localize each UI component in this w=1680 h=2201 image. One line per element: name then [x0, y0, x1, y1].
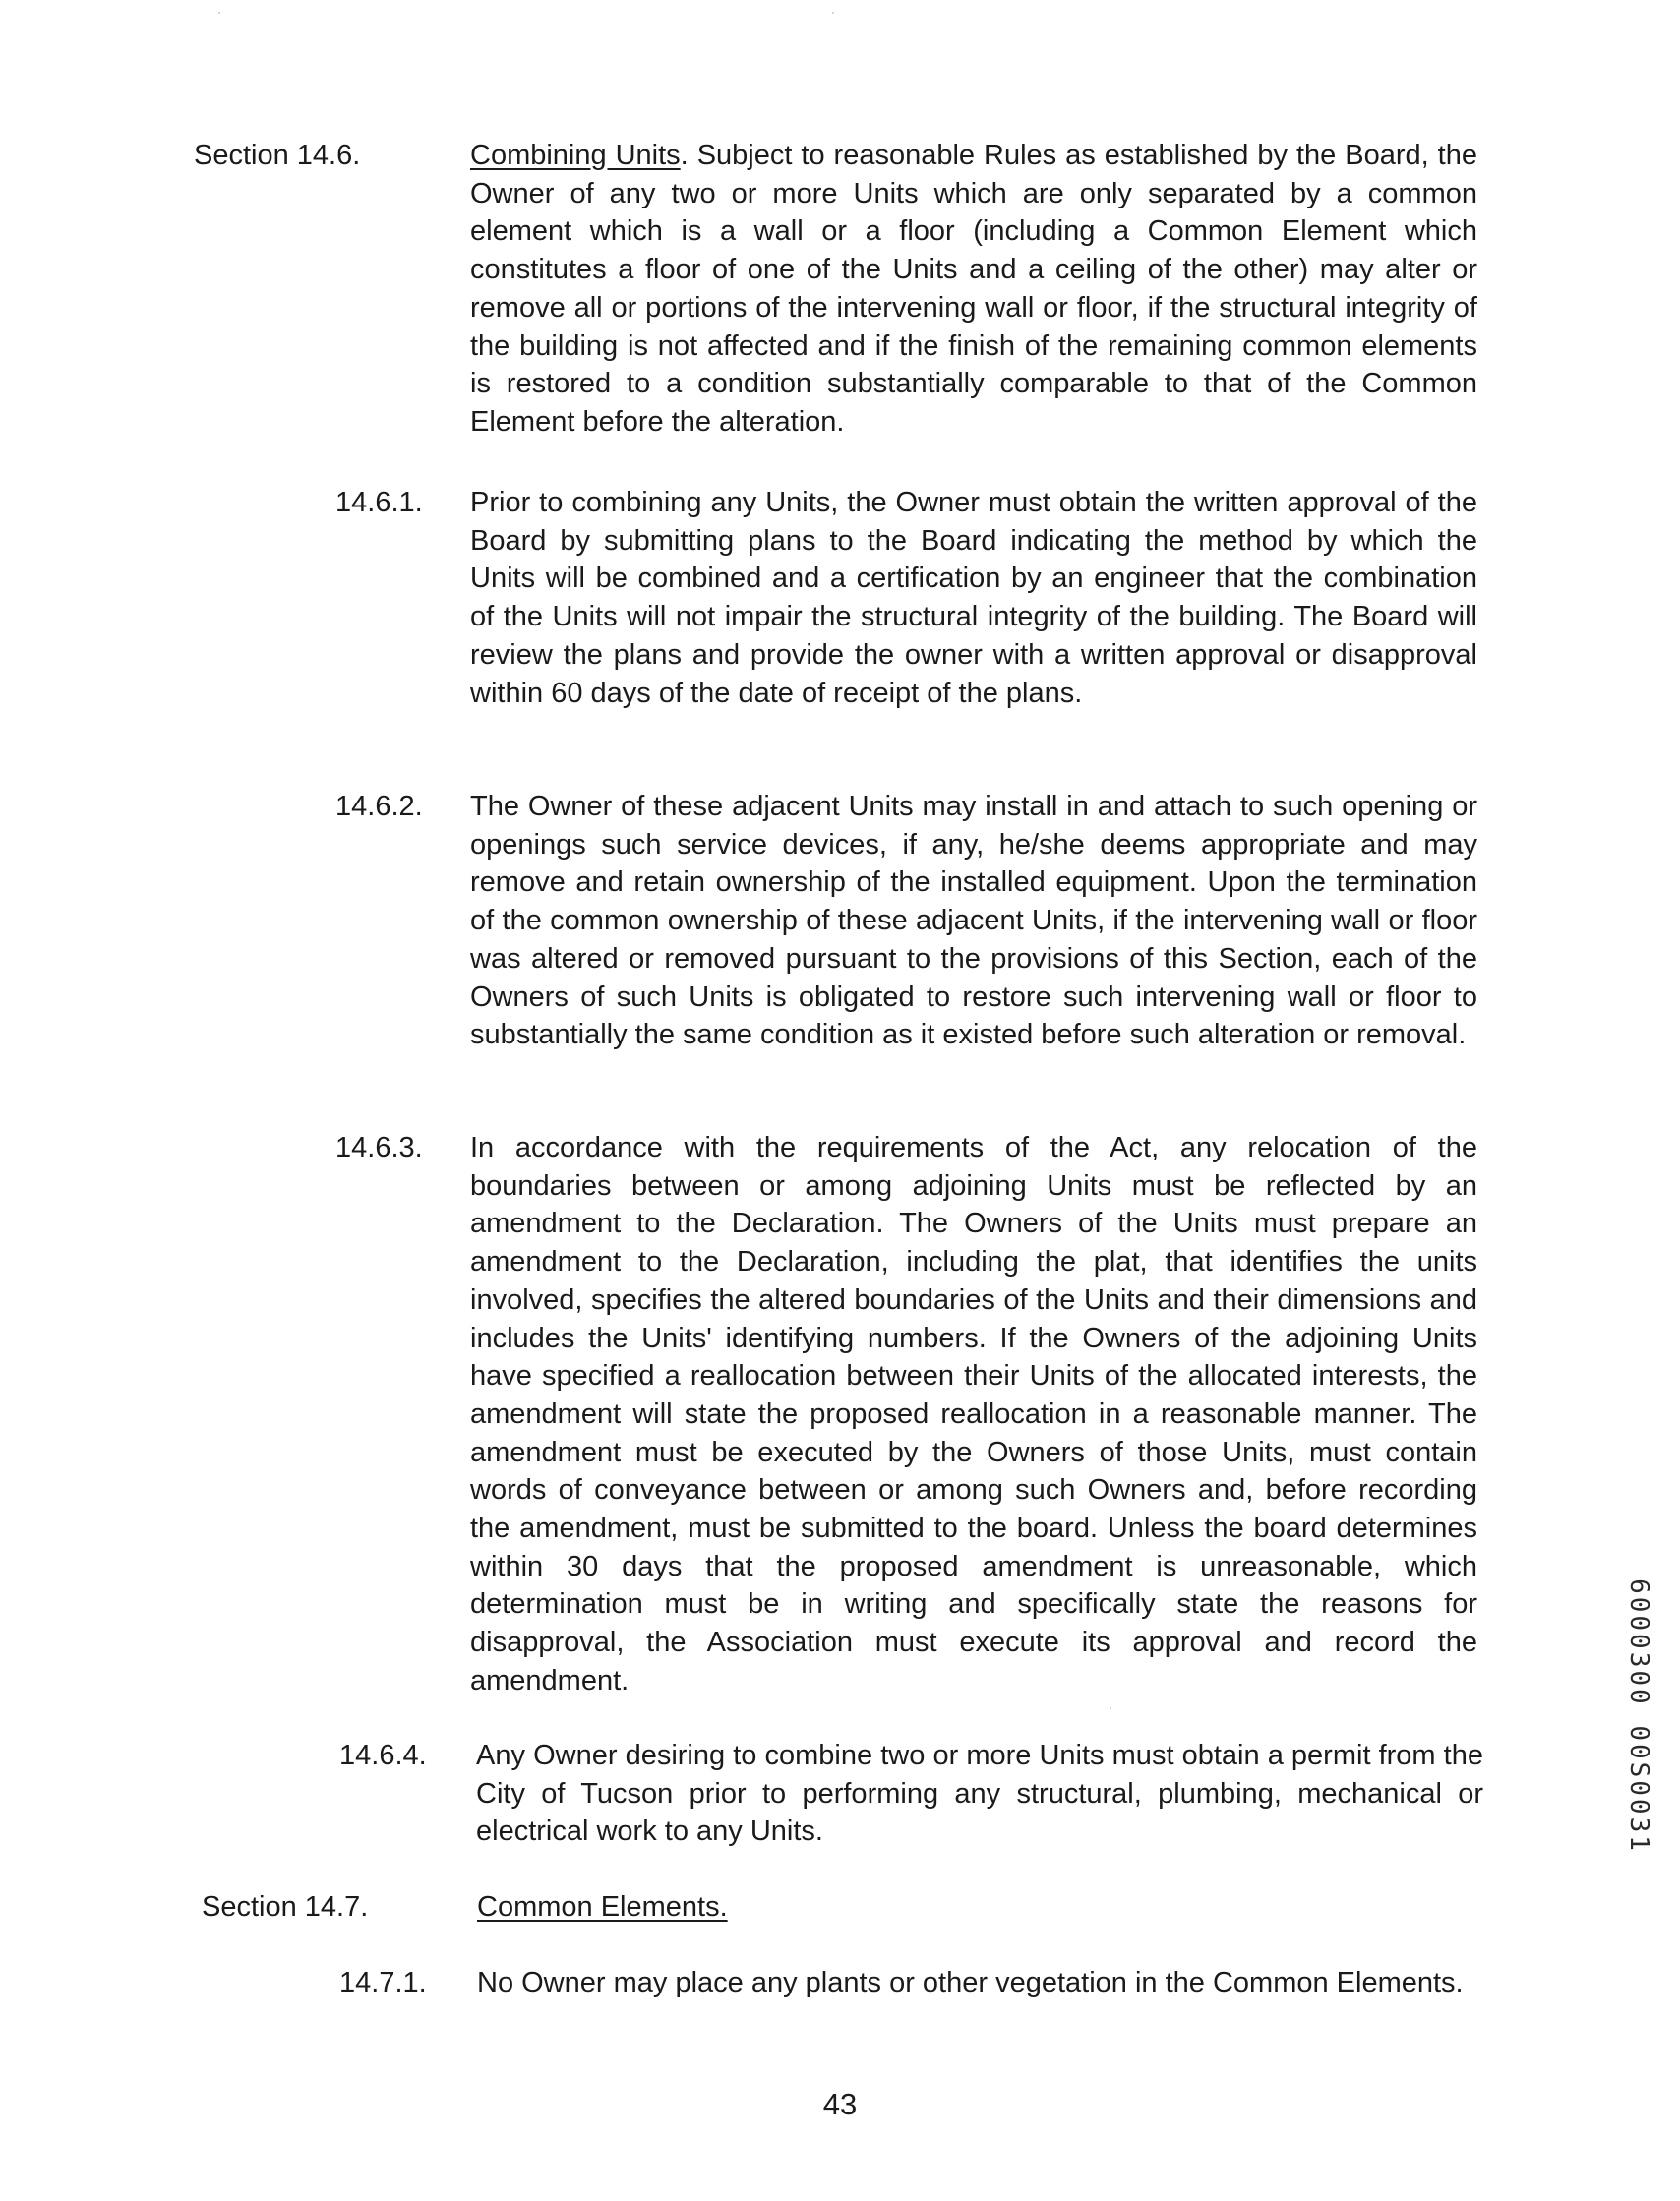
- subsection-label: 14.6.1.: [335, 487, 423, 518]
- section-label: Section 14.6.: [194, 140, 361, 171]
- subsection-label: 14.7.1.: [339, 1967, 427, 1998]
- recording-number: [1625, 1578, 1652, 1854]
- scan-speck: [832, 12, 834, 14]
- subsection-label: 14.6.2.: [335, 791, 423, 822]
- section-title: Common Elements.: [477, 1891, 728, 1923]
- section-14-6-paragraph: [470, 137, 1477, 442]
- subsection-label: 14.6.3.: [335, 1132, 423, 1163]
- subsection-label: 14.6.4.: [339, 1740, 427, 1771]
- recording-number-text: 6000300 00S0031: [1624, 1578, 1653, 1854]
- paragraph-body: Subject to reasonable Rules as established by the Board, the Owner of any two or more Units which are only separated by a common element which is a wall or a floor (including a Common Element which constitutes a floor of one of the Units and a ceiling of the other) may alter or remove all or portions of the intervening wall or floor, if the structural integrity of the building is not affected and if the finish of the remaining common elements is restored to a condition substantially comparable to that of the Common Element before the alteration.: [470, 140, 1477, 438]
- subsection-14-6-3-paragraph: In accordance with the requirements of the Act, any relocation of the boundaries between or among adjoining Units must be reflected by an amendment to the Declaration. The Owners of the Units must prepare an amendment to the Declaration, including the plat, that identifies the units involved, specifies the altered boundaries of the Units and their dimensions and includes the Units' identifying numbers. If the Owners of the adjoining Units have specified a reallocation between their Units of the allocated interests, the amendment will state the proposed reallocation in a reasonable manner. The amendment must be executed by the Owners of those Units, must contain words of conveyance between or among such Owners and, before recording the amendment, must be submitted to the board. Unless the board determines within 30 days that the proposed amendment is unreasonable, which determination must be in writing and specifically state the reasons for disapproval, the Association must execute its approval and record the amendment.: [470, 1132, 1477, 1696]
- scan-speck: [218, 12, 220, 14]
- subsection-14-7-1-paragraph: No Owner may place any plants or other vegetation in the Common Elements.: [477, 1967, 1464, 1998]
- scan-speck: [1110, 1707, 1111, 1709]
- page-number: 43: [822, 2087, 858, 2121]
- title-punctuation: .: [680, 140, 697, 171]
- section-title: Combining Units: [470, 140, 681, 171]
- subsection-14-6-4-paragraph: Any Owner desiring to combine two or more Units must obtain a permit from the City of Tucson prior to performing any structural, plumbing, mechanical or electrical work to any Units.: [476, 1740, 1483, 1848]
- subsection-14-6-2-paragraph: The Owner of these adjacent Units may install in and attach to such opening or openings such service devices, if any, he/she deems appropriate and may remove and retain ownership of the installed equipment. Upon the termination of the common ownership of these adjacent Units, if the intervening wall or floor was altered or removed pursuant to the provisions of this Section, each of the Owners of such Units is obligated to restore such intervening wall or floor to substantially the same condition as it existed before such alteration or removal.: [470, 791, 1477, 1051]
- section-label: Section 14.7.: [202, 1891, 369, 1923]
- subsection-14-6-1-paragraph: Prior to combining any Units, the Owner must obtain the written approval of the Board by submitting plans to the Board indicating the method by which the Units will be combined and a certification by an engineer that the combination of the Units will not impair the structural integrity of the building. The Board will review the plans and provide the owner with a written approval or disapproval within 60 days of the date of receipt of the plans.: [470, 487, 1477, 709]
